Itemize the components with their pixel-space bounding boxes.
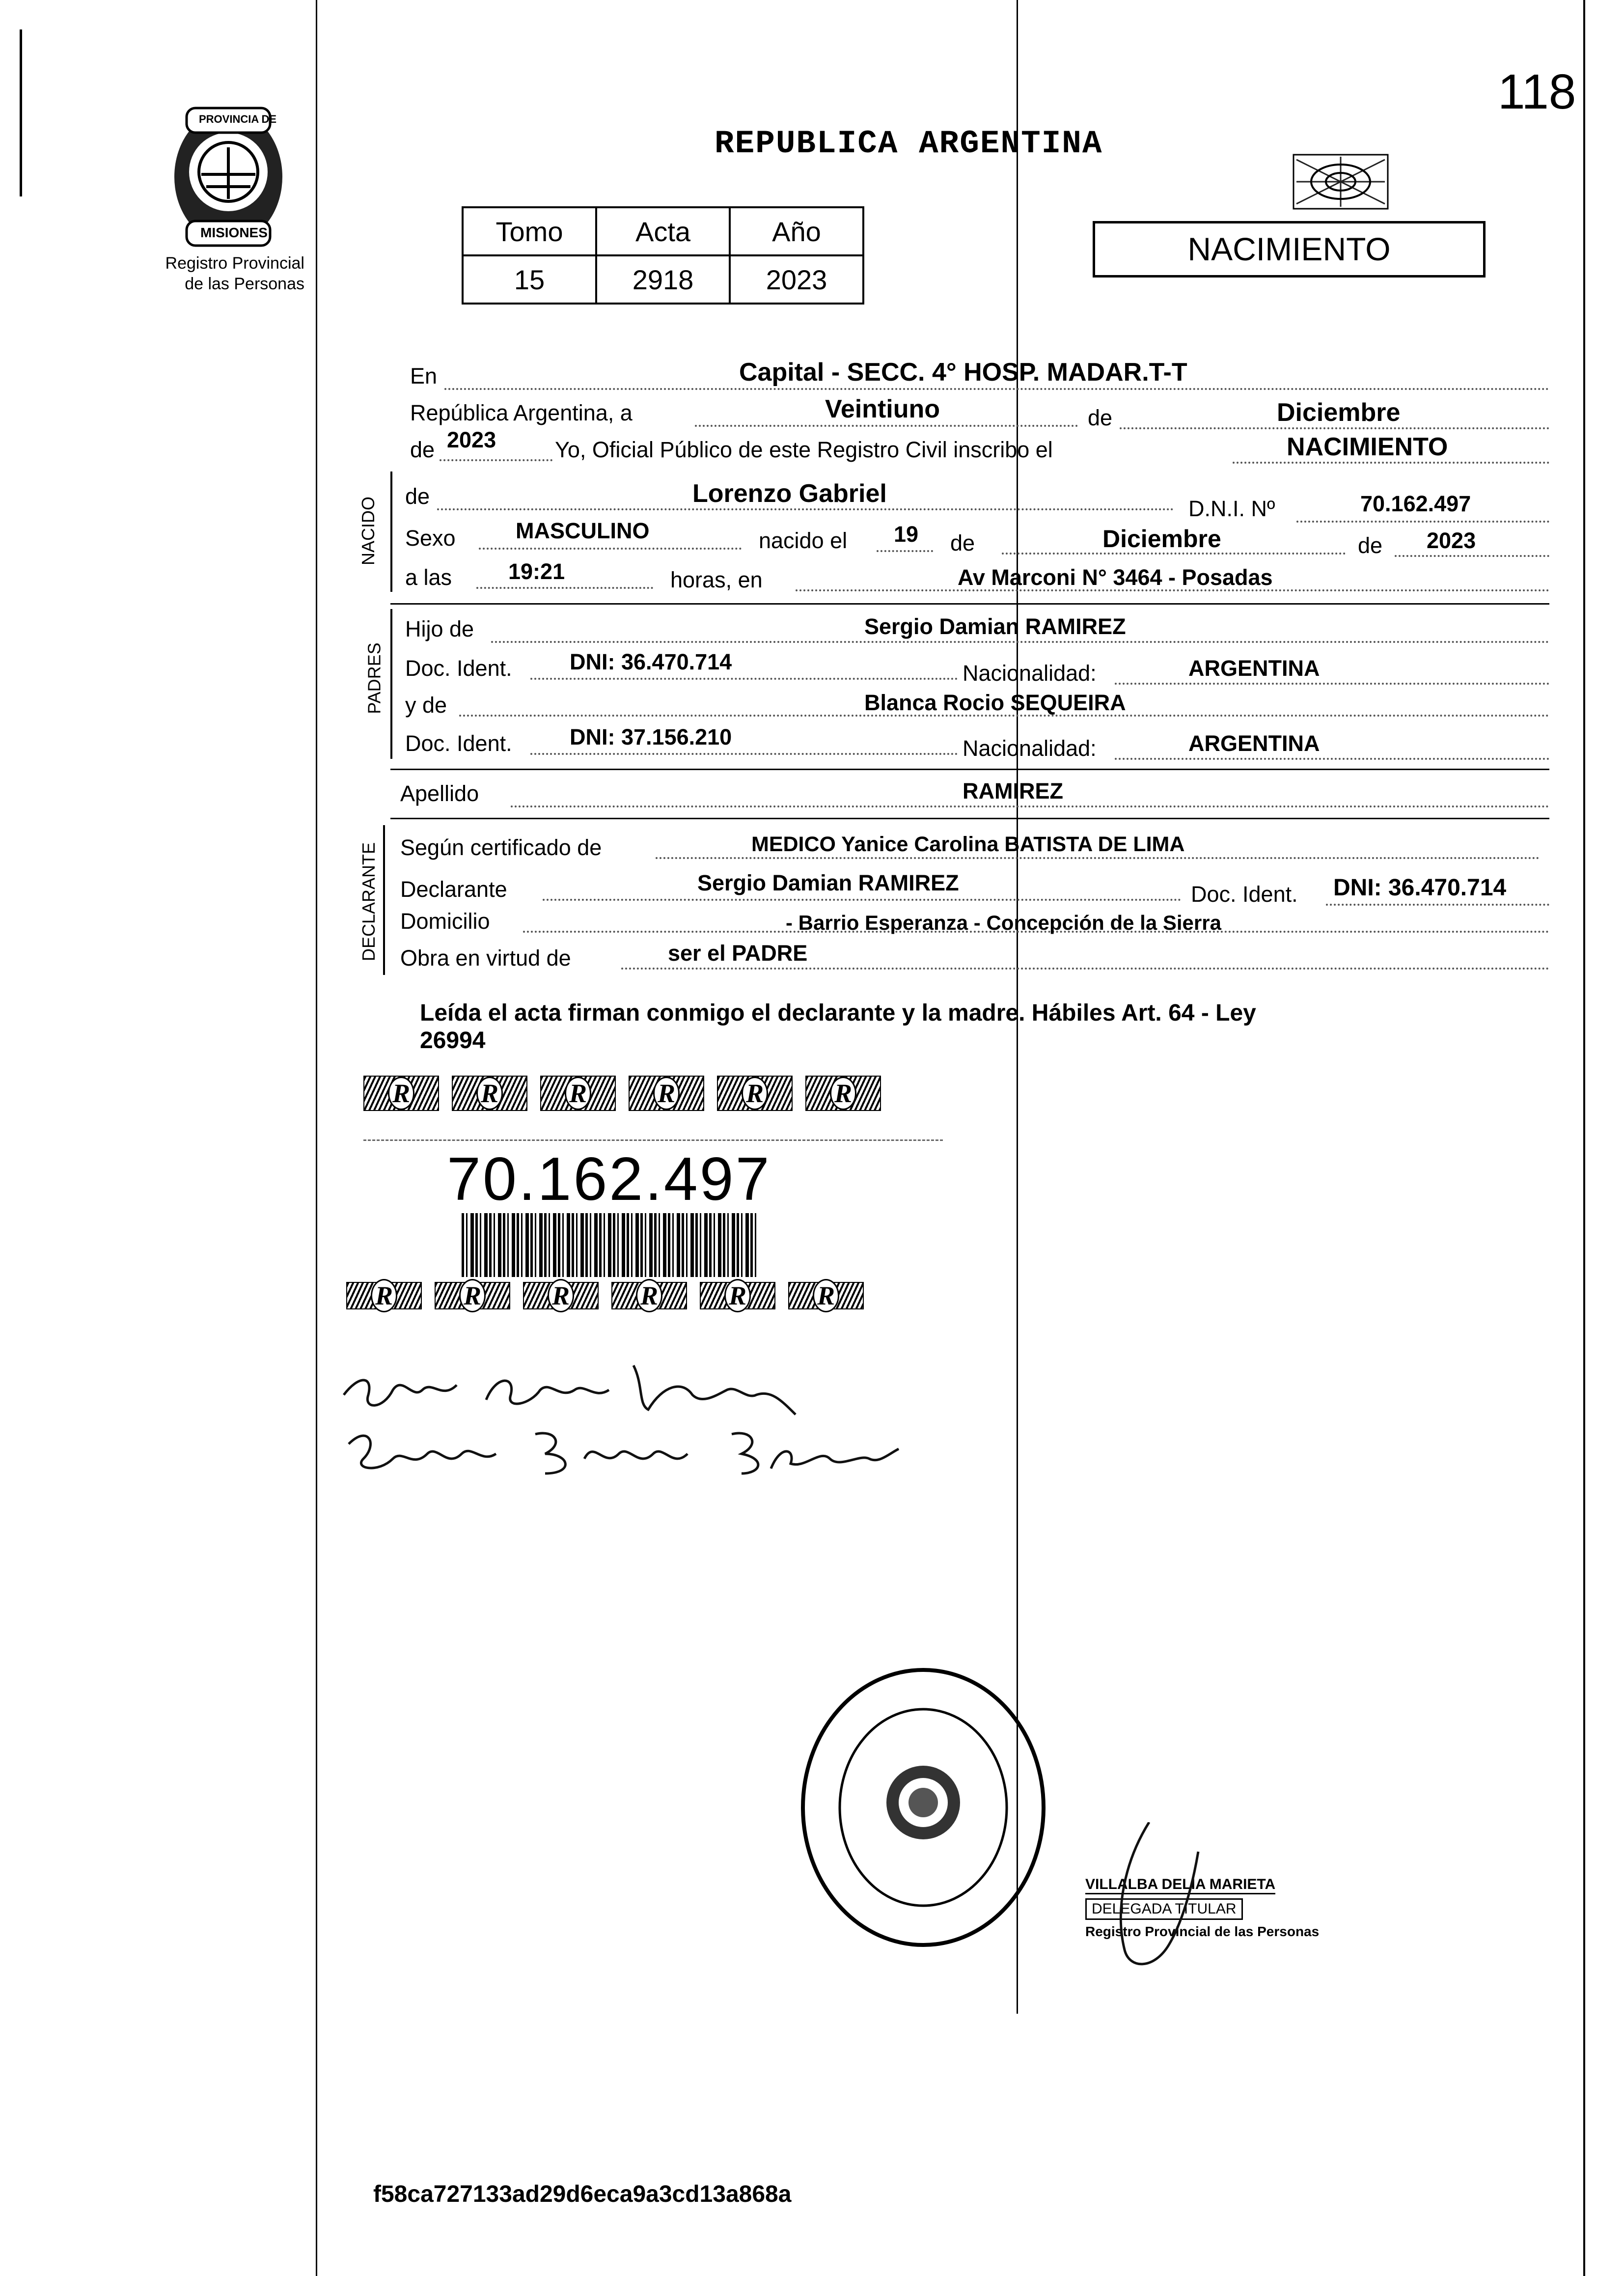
closing-note (420, 999, 1549, 1055)
dni-dotted-line (1296, 521, 1549, 523)
ano-header: Año (730, 207, 863, 255)
declarante-doc-label: Doc. Ident. (1191, 882, 1298, 907)
barcode-number: 70.162.497 (447, 1145, 771, 1213)
day-dotted-line (695, 425, 1078, 427)
father-nat-label: Nacionalidad: (963, 661, 1097, 686)
birth-year-value: 2023 (1427, 528, 1476, 553)
father-name-value: Sergio Damian RAMIREZ (864, 614, 1126, 639)
father-signature (339, 1356, 805, 1419)
official-stamp-line1: VILLALBA DELIA MARIETA (1085, 1876, 1275, 1894)
hijo-de-label: Hijo de (405, 616, 474, 641)
r-mark: R (629, 1076, 704, 1111)
registry-circular-stamp (796, 1660, 1051, 1955)
inscribo-dotted-line (1233, 462, 1549, 464)
en-dotted-line (444, 388, 1549, 390)
act-type-box: NACIMIENTO (1093, 221, 1486, 278)
birth-de-label: de (950, 530, 975, 555)
father-doc-label: Doc. Ident. (405, 656, 512, 681)
barcode-dash-line (363, 1139, 943, 1141)
mother-doc-dotted-line (530, 753, 958, 755)
birth-place-value: Av Marconi N° 3464 - Posadas (958, 565, 1273, 590)
nacido-section-label: NACIDO (358, 496, 379, 566)
emblem-bottom-text: MISIONES (200, 225, 268, 240)
official-stamp (1085, 1876, 1380, 1974)
r-mark: R (363, 1076, 439, 1111)
tomo-value: 15 (463, 255, 596, 304)
apellido-value: RAMIREZ (963, 778, 1063, 804)
registry-label-line2: de las Personas (185, 275, 304, 293)
left-fold-line (316, 0, 317, 2276)
inscribo-value: NACIMIENTO (1287, 433, 1448, 461)
declarante-bracket (383, 825, 385, 975)
segun-label: Según certificado de (400, 835, 602, 860)
nacido-el-label: nacido el (759, 528, 848, 553)
en-value: Capital - SECC. 4° HOSP. MADAR.T-T (739, 358, 1187, 387)
official-stamp-line2: DELEGADA TITULAR (1085, 1898, 1243, 1920)
security-r-strip-top (363, 1076, 881, 1111)
nacido-bracket (390, 472, 392, 592)
child-name-value: Lorenzo Gabriel (692, 479, 887, 508)
r-mark: R (700, 1282, 775, 1309)
date-de-label: de (1088, 405, 1113, 430)
father-dotted-line (491, 641, 1549, 643)
year-value: 2023 (447, 427, 496, 452)
sexo-value: MASCULINO (516, 518, 650, 543)
year-dotted-line (440, 459, 552, 461)
r-mark: R (611, 1282, 687, 1309)
sexo-dotted-line (479, 548, 742, 550)
mother-doc-label: Doc. Ident. (405, 731, 512, 756)
page-number: 118 (1498, 64, 1576, 119)
yo-text: Yo, Oficial Público de este Registro Civil inscribo el (555, 437, 1053, 462)
tomo-header: Tomo (463, 207, 596, 255)
month-value: Diciembre (1277, 398, 1401, 427)
r-mark: R (435, 1282, 510, 1309)
registry-label (98, 253, 304, 294)
birth-day-dotted-line (877, 550, 933, 552)
time-dotted-line (476, 587, 653, 589)
dni-label: D.N.I. Nº (1188, 496, 1275, 521)
r-mark: R (346, 1282, 422, 1309)
birth-time-value: 19:21 (508, 559, 565, 584)
r-mark: R (805, 1076, 881, 1111)
right-edge-line (1583, 0, 1585, 2276)
father-doc-dotted-line (530, 678, 958, 680)
father-nat-dotted-line (1115, 683, 1549, 685)
r-mark: R (452, 1076, 527, 1111)
month-dotted-line (1120, 427, 1549, 429)
ano-value: 2023 (730, 255, 863, 304)
padres-bracket (390, 609, 392, 759)
apellido-label: Apellido (400, 781, 479, 806)
country-title: REPUBLICA ARGENTINA (715, 125, 1103, 162)
mother-doc-value: DNI: 37.156.210 (570, 724, 732, 749)
left-margin-line (20, 29, 22, 196)
declarante-doc-dotted-line (1326, 904, 1549, 906)
child-dni-value: 70.162.497 (1360, 491, 1471, 516)
barcode (462, 1213, 756, 1277)
document-hash: f58ca727133ad29d6eca9a3cd13a868a (373, 2181, 792, 2207)
birth-year-dotted-line (1395, 555, 1549, 557)
emblem-top-text: PROVINCIA DE (199, 113, 277, 125)
horas-label: horas, en (670, 567, 763, 592)
birth-de-label-2: de (1358, 533, 1383, 558)
acta-value: 2918 (596, 255, 730, 304)
r-mark: R (523, 1282, 599, 1309)
acta-header: Acta (596, 207, 730, 255)
security-hologram (1292, 145, 1390, 216)
a-las-label: a las (405, 565, 452, 590)
apellido-dotted-line (511, 805, 1549, 807)
en-label: En (410, 363, 438, 389)
declarante-dotted-line (543, 899, 1181, 901)
republica-label: República Argentina, a (410, 400, 633, 425)
closing-note-line1: Leída el acta firman conmigo el declarante y la madre. Hábiles Art. 64 - Ley (420, 1000, 1256, 1026)
father-nationality-value: ARGENTINA (1188, 656, 1320, 681)
record-table (462, 206, 864, 305)
padres-separator (390, 769, 1549, 770)
mother-nat-label: Nacionalidad: (963, 736, 1097, 761)
y-de-label: y de (405, 693, 447, 718)
mother-signature (339, 1415, 904, 1483)
declarante-label: Declarante (400, 877, 507, 902)
mother-nat-dotted-line (1115, 758, 1549, 760)
declarante-value: Sergio Damian RAMIREZ (697, 870, 959, 895)
r-mark: R (788, 1282, 864, 1309)
day-value: Veintiuno (825, 395, 940, 423)
segun-value: MEDICO Yanice Carolina BATISTA DE LIMA (751, 833, 1185, 856)
nacido-de-label: de (405, 484, 430, 509)
province-emblem (147, 93, 309, 255)
registry-label-line1: Registro Provincial (165, 254, 304, 273)
obra-value: ser el PADRE (668, 941, 808, 966)
mother-nationality-value: ARGENTINA (1188, 731, 1320, 756)
obra-dotted-line (621, 968, 1549, 970)
mother-name-value: Blanca Rocio SEQUEIRA (864, 690, 1126, 715)
year-de-label: de (410, 437, 435, 462)
r-mark: R (717, 1076, 793, 1111)
padres-section-label: PADRES (364, 642, 385, 714)
apellido-separator (390, 818, 1549, 819)
official-stamp-line3: Registro Provincial de las Personas (1085, 1924, 1320, 1939)
sexo-label: Sexo (405, 526, 456, 551)
declarante-doc-value: DNI: 36.470.714 (1333, 875, 1507, 901)
nacido-separator (390, 603, 1549, 605)
closing-note-line2: 26994 (420, 1027, 486, 1054)
father-doc-value: DNI: 36.470.714 (570, 649, 732, 674)
segun-dotted-line (656, 857, 1540, 859)
obra-label: Obra en virtud de (400, 945, 571, 971)
birth-day-value: 19 (894, 522, 919, 547)
r-mark: R (540, 1076, 616, 1111)
declarante-section-label: DECLARANTE (358, 842, 379, 962)
domicilio-value: - Barrio Esperanza - Concepción de la Sierra (786, 911, 1221, 934)
security-r-strip-bottom (346, 1282, 864, 1309)
birth-month-value: Diciembre (1102, 525, 1221, 553)
domicilio-label: Domicilio (400, 909, 490, 934)
name-dotted-line (437, 508, 1174, 510)
